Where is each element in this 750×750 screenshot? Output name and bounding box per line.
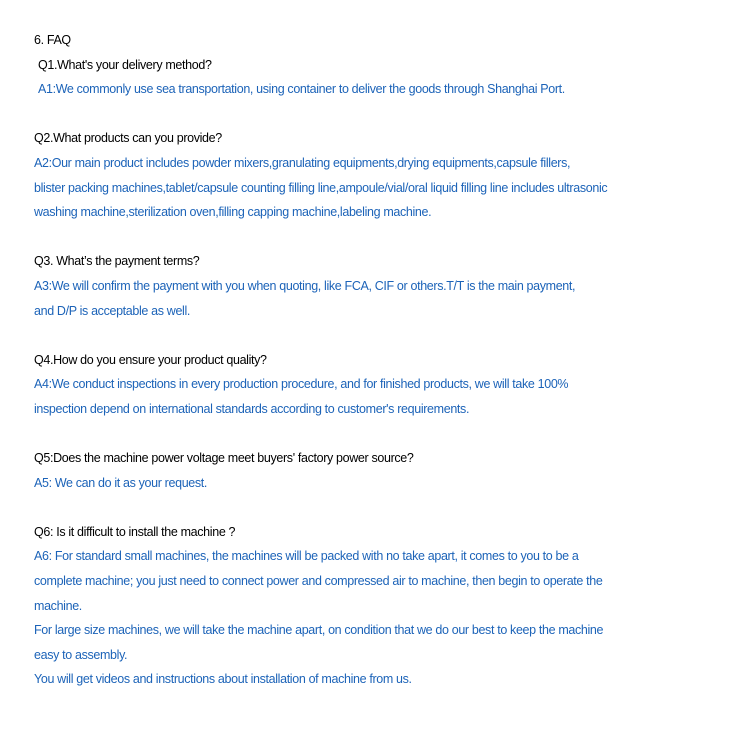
faq-answer-6-line-6: You will get videos and instructions about installation of machine from us. (34, 672, 412, 687)
faq-answer-2-line-1: A2:Our main product includes powder mixers,granulating equipments,drying equipments,capsule fillers, (34, 155, 571, 170)
faq-answer-1-line-1: A1:We commonly use sea transportation, using container to deliver the goods through Shanghai Port. (38, 82, 565, 97)
faq-question-4: Q4.How do you ensure your product quality? (34, 352, 267, 367)
faq-spacer (34, 102, 724, 127)
faq-answer-6-line-1: A6: For standard small machines, the machines will be packed with no take apart, it comes to you to be a (34, 549, 579, 564)
faq-answer-4-line-2: inspection depend on international standards according to customer's requirements. (34, 401, 470, 416)
faq-answer-2-line-3: washing machine,sterilization oven,filling capping machine,labeling machine. (34, 205, 432, 220)
faq-question-2: Q2.What products can you provide? (34, 131, 222, 146)
faq-answer-5-line-1: A5: We can do it as your request. (34, 475, 208, 490)
faq-answer-2-line-2: blister packing machines,tablet/capsule counting filling line,ampoule/vial/oral liquid filling line includes ultrasonic (34, 180, 608, 195)
faq-spacer (34, 495, 724, 520)
faq-question-1: Q1.What's your delivery method? (38, 57, 212, 72)
faq-answer-6-line-2: complete machine; you just need to connect power and compressed air to machine, then begin to operate the (34, 574, 603, 589)
faq-answer-6-line-3: machine. (34, 598, 82, 613)
faq-answer-4-line-1: A4:We conduct inspections in every production procedure, and for finished products, we will take 100% (34, 377, 569, 392)
faq-question-5: Q5:Does the machine power voltage meet buyers' factory power source? (34, 451, 414, 466)
faq-answer-3-line-2: and D/P is acceptable as well. (34, 303, 191, 318)
faq-question-3: Q3. What’s the payment terms? (34, 254, 200, 269)
faq-answer-6-line-4: For large size machines, we will take the machine apart, on condition that we do our best to keep the machine (34, 623, 604, 638)
faq-spacer (34, 422, 724, 447)
faq-answer-6-line-5: easy to assembly. (34, 647, 128, 662)
faq-answer-3-line-1: A3:We will confirm the payment with you when quoting, like FCA, CIF or others.T/T is the main payment, (34, 278, 576, 293)
faq-heading: 6. FAQ (34, 33, 71, 47)
faq-question-6: Q6: Is it difficult to install the machine ? (34, 524, 236, 539)
faq-spacer (34, 225, 724, 250)
faq-section (34, 28, 724, 692)
faq-spacer (34, 323, 724, 348)
